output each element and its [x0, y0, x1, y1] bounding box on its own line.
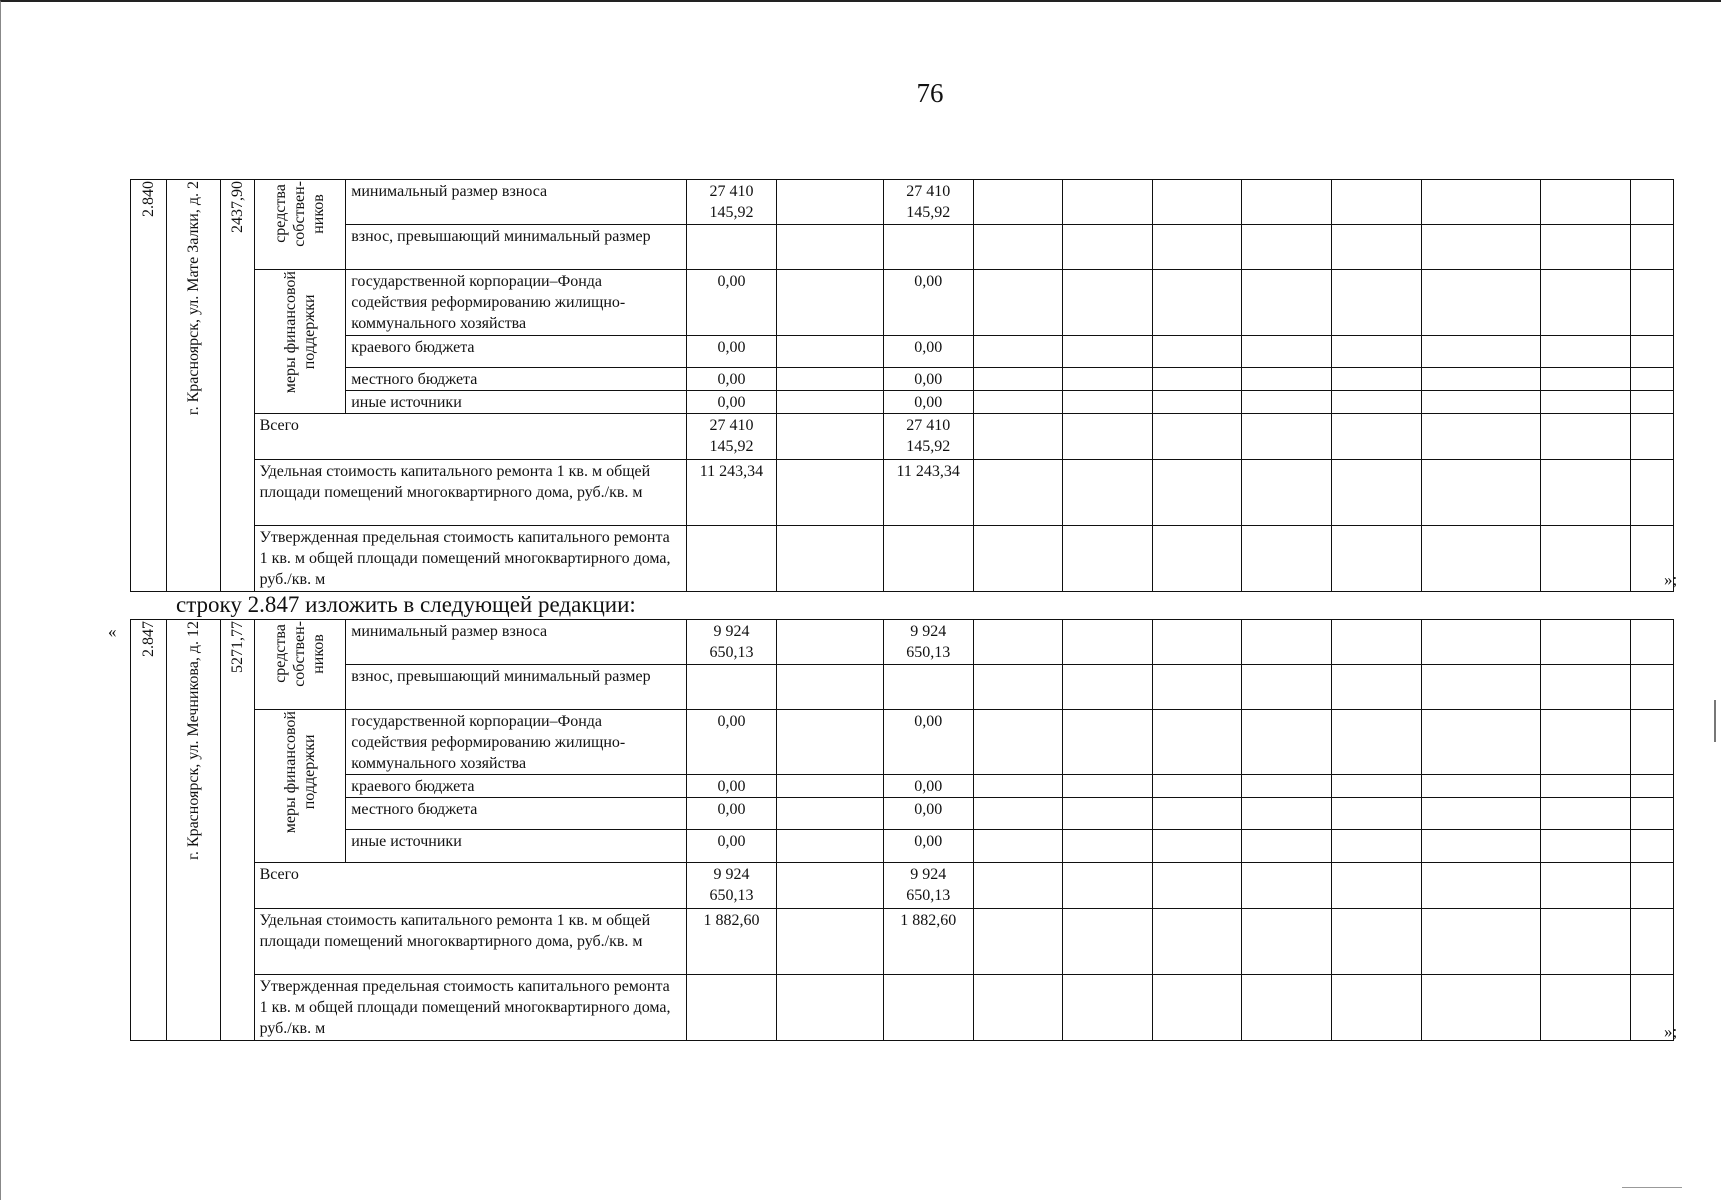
state-corporation-value: 0,00: [687, 710, 777, 775]
total-label: Всего: [254, 863, 687, 909]
page-number: 76: [916, 78, 944, 108]
state-corporation-value: 0,00: [687, 270, 777, 336]
excess-contribution-label: взнос, превышающий минимальный размер: [346, 225, 687, 270]
regional-budget-value-2: 0,00: [883, 336, 973, 368]
min-contribution-label: минимальный размер взноса: [346, 180, 687, 225]
total-value-2: 9 924 650,13: [883, 863, 973, 909]
total-value-2: 27 410 145,92: [883, 414, 973, 460]
min-contribution-label: минимальный размер взноса: [346, 620, 687, 665]
unit-cost-value-2: 11 243,34: [883, 460, 973, 526]
other-sources-value: 0,00: [687, 830, 777, 863]
regional-budget-value-2: 0,00: [883, 775, 973, 798]
owners-funds-label: средства собствен- ников: [272, 621, 328, 687]
state-corporation-label: государственной корпорации–Фонда содействия реформированию жилищно-коммунального хозяйства: [346, 270, 687, 336]
local-budget-label: местного бюджета: [346, 798, 687, 830]
other-sources-label: иные источники: [346, 391, 687, 414]
approved-limit-label: Утвержденная предельная стоимость капитального ремонта 1 кв. м общей площади помещений многоквартирного дома, руб./кв. м: [254, 975, 687, 1041]
other-sources-label: иные источники: [346, 830, 687, 863]
local-budget-label: местного бюджета: [346, 368, 687, 391]
min-contribution-value-2: 27 410 145,92: [883, 180, 973, 225]
min-contribution-value: 27 410 145,92: [687, 180, 777, 225]
area: 5271,77: [228, 621, 246, 673]
area-cell: [220, 620, 254, 1041]
owners-funds-cell: [254, 620, 346, 710]
state-corporation-value-2: 0,00: [883, 270, 973, 336]
area: 2437,90: [228, 181, 246, 233]
area-cell: [220, 180, 254, 592]
other-sources-value: 0,00: [687, 391, 777, 414]
min-contribution-value-2: 9 924 650,13: [883, 620, 973, 665]
other-sources-value-2: 0,00: [883, 391, 973, 414]
local-budget-value: 0,00: [687, 798, 777, 830]
approved-limit-label: Утвержденная предельная стоимость капитального ремонта 1 кв. м общей площади помещений многоквартирного дома, руб./кв. м: [254, 526, 687, 592]
owners-funds-label: средства собствен- ников: [272, 181, 328, 247]
support-measures-cell: [254, 710, 346, 863]
local-budget-value-2: 0,00: [883, 798, 973, 830]
open-quote: «: [108, 622, 117, 641]
unit-cost-label: Удельная стоимость капитального ремонта 1 кв. м общей площади помещений многоквартирного дома, руб./кв. м: [254, 909, 687, 975]
regional-budget-label: краевого бюджета: [346, 775, 687, 798]
unit-cost-value-2: 1 882,60: [883, 909, 973, 975]
row-number-cell: [131, 620, 167, 1041]
total-value: 27 410 145,92: [687, 414, 777, 460]
regional-budget-label: краевого бюджета: [346, 336, 687, 368]
total-label: Всего: [254, 414, 687, 460]
unit-cost-value: 1 882,60: [687, 909, 777, 975]
close-quote-2: »;: [1664, 1022, 1678, 1041]
total-value: 9 924 650,13: [687, 863, 777, 909]
address-cell: [167, 180, 221, 592]
scan-mark: [1714, 700, 1716, 742]
state-corporation-label: государственной корпорации–Фонда содействия реформированию жилищно-коммунального хозяйства: [346, 710, 687, 775]
other-sources-value-2: 0,00: [883, 830, 973, 863]
unit-cost-label: Удельная стоимость капитального ремонта 1 кв. м общей площади помещений многоквартирного дома, руб./кв. м: [254, 460, 687, 526]
address: г. Красноярск, ул. Мате Залки, д. 2: [184, 181, 202, 416]
close-quote-1: »;: [1664, 570, 1678, 589]
excess-contribution-label: взнос, превышающий минимальный размер: [346, 665, 687, 710]
row-number-cell: [131, 180, 167, 592]
owners-funds-cell: [254, 180, 346, 270]
local-budget-value-2: 0,00: [883, 368, 973, 391]
heading: строку 2.847 изложить в следующей редакции:: [176, 592, 636, 617]
unit-cost-value: 11 243,34: [687, 460, 777, 526]
row-number: 2.840: [140, 181, 158, 217]
address: г. Красноярск, ул. Мечникова, д. 12: [184, 621, 202, 860]
support-measures-label: меры финансовой поддержки: [281, 271, 318, 394]
regional-budget-value: 0,00: [687, 336, 777, 368]
support-measures-cell: [254, 270, 346, 414]
local-budget-value: 0,00: [687, 368, 777, 391]
repair-table-2847: [130, 619, 1674, 1041]
support-measures-label: меры финансовой поддержки: [281, 711, 318, 834]
min-contribution-value: 9 924 650,13: [687, 620, 777, 665]
row-number: 2.847: [140, 621, 158, 657]
state-corporation-value-2: 0,00: [883, 710, 973, 775]
regional-budget-value: 0,00: [687, 775, 777, 798]
repair-table-2840: [130, 179, 1674, 592]
scan-mark-bottom: [1622, 1187, 1682, 1188]
address-cell: [167, 620, 221, 1041]
